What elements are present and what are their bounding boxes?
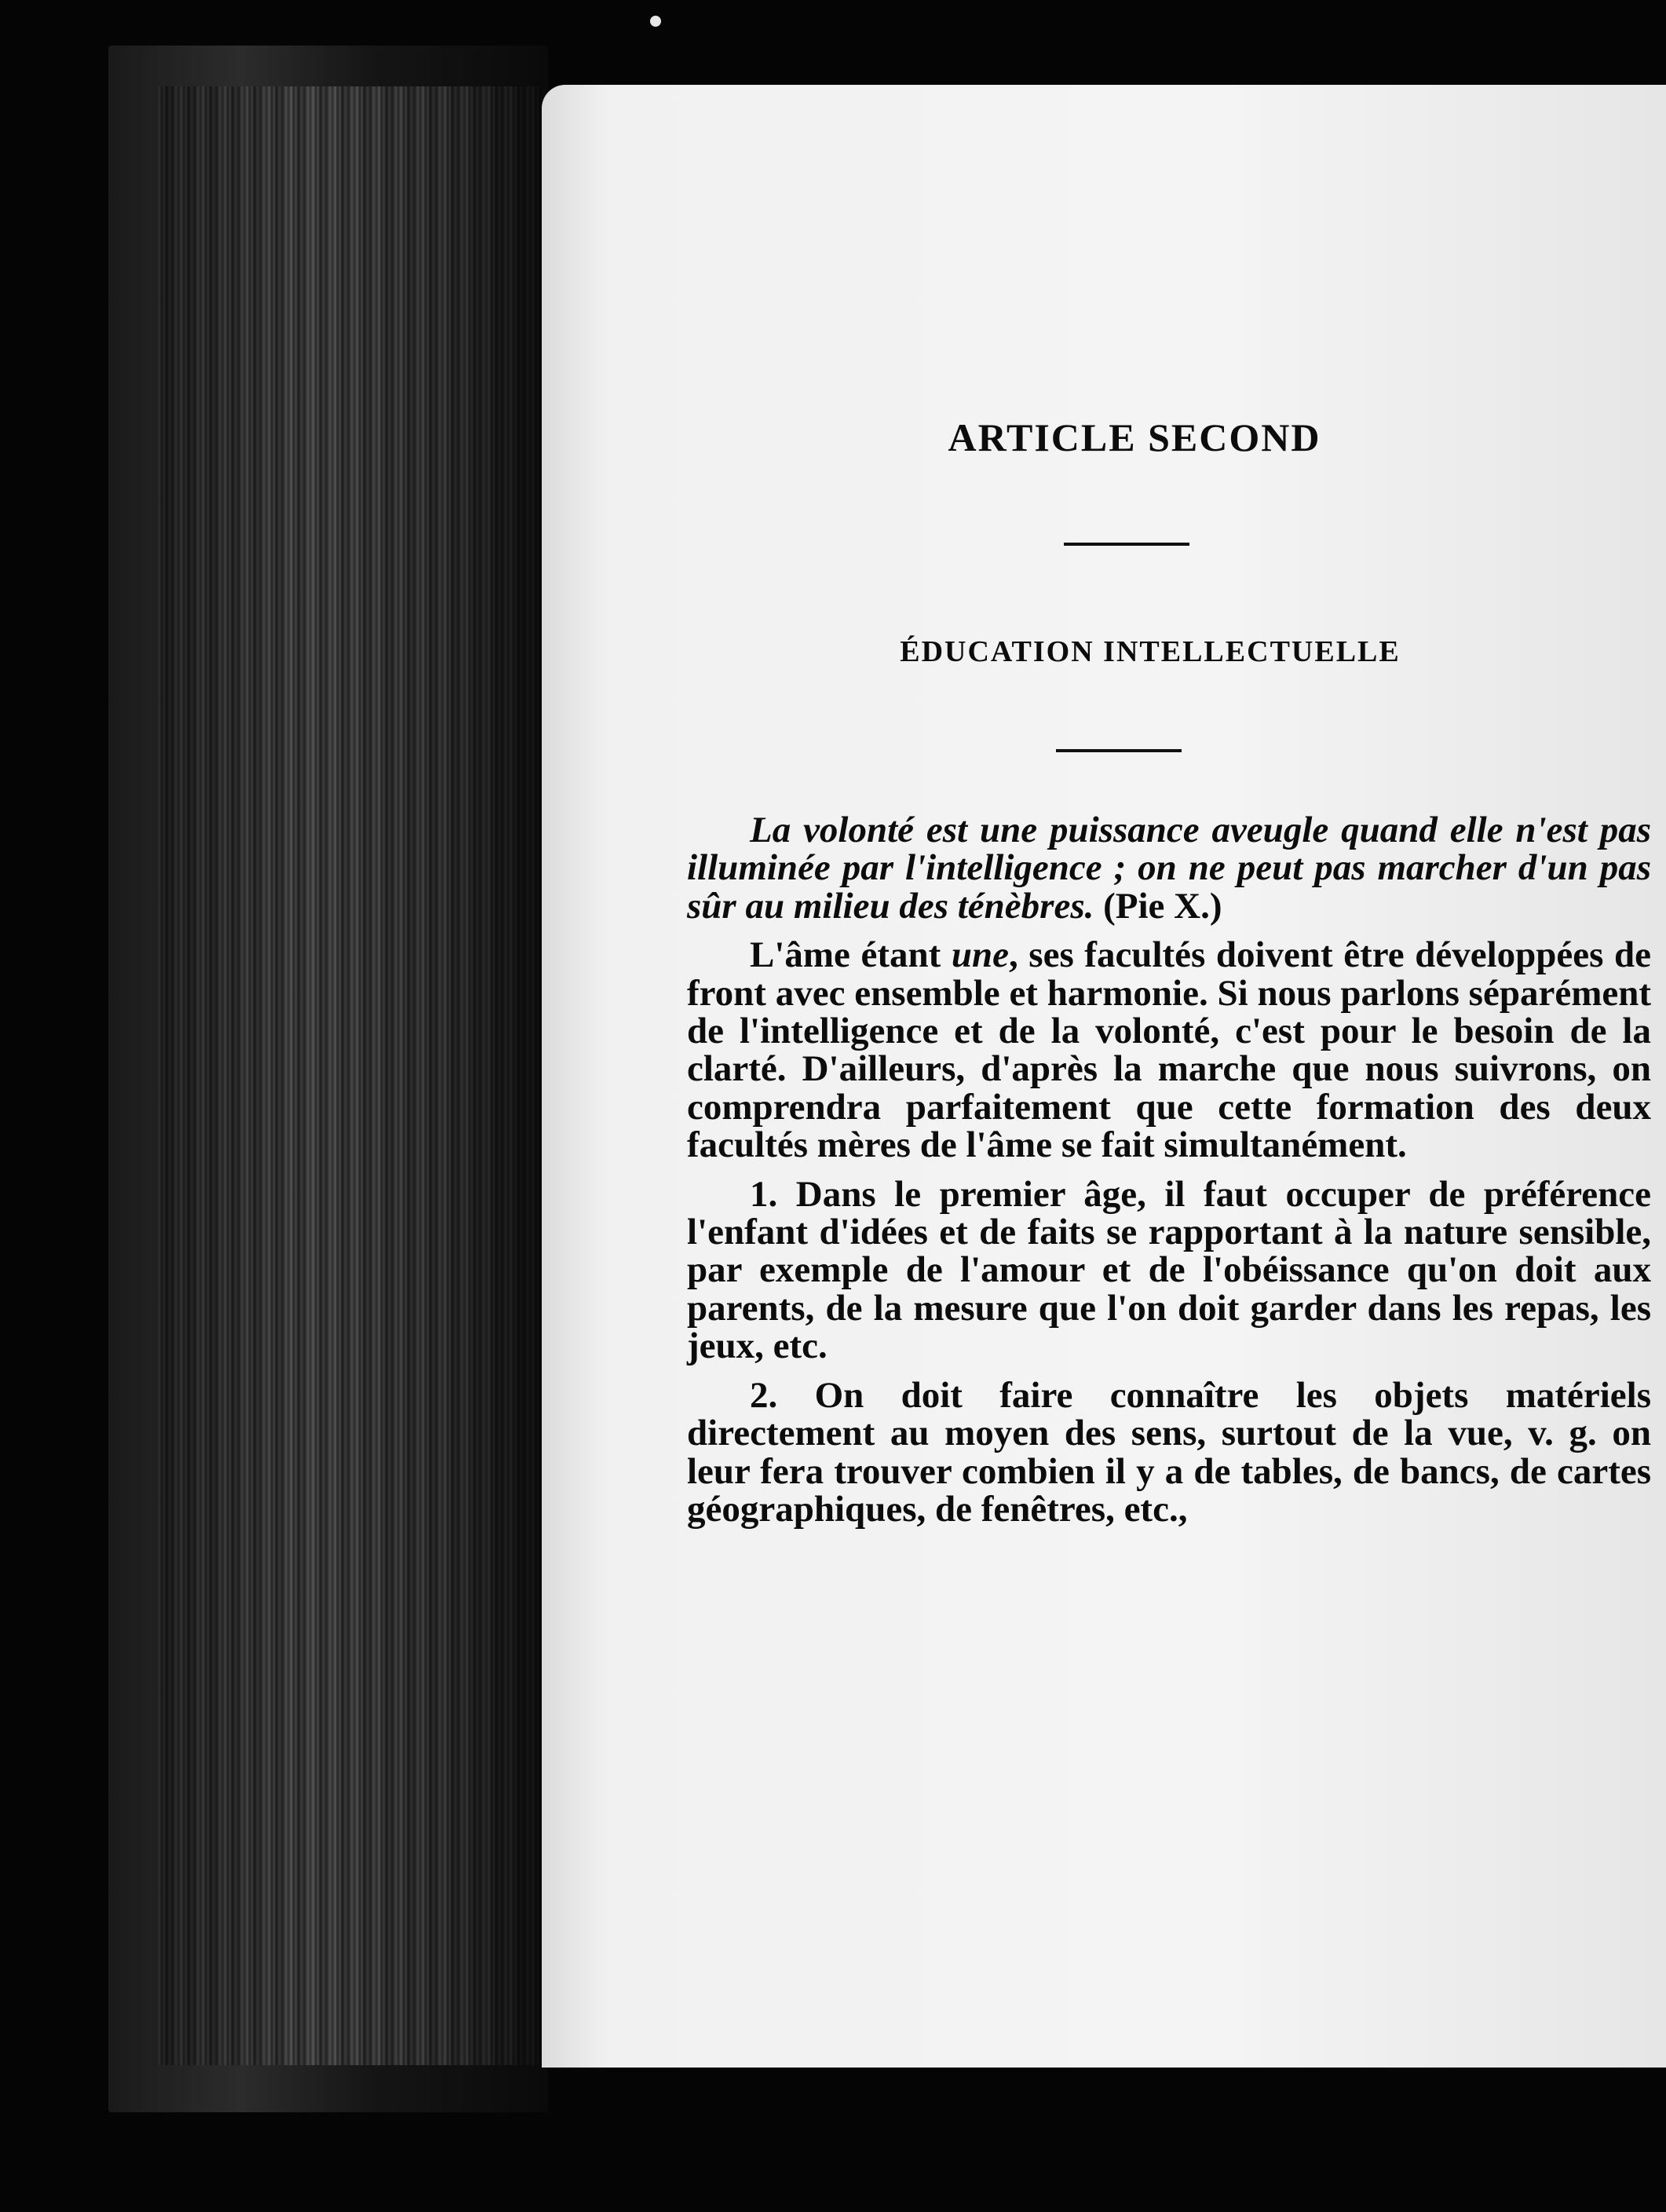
section-title: ÉDUCATION INTELLECTUELLE (900, 635, 1401, 668)
book-page-edges (157, 86, 542, 2065)
paragraph-1-start: L'âme étant (750, 934, 952, 976)
quote-text: La volonté est une puissance aveugle quand elle n'est pas illuminée par l'intelligence ; on ne peut pas marcher d'un pas sûr au milieu des ténèbres. (687, 810, 1651, 927)
book-page (542, 85, 1666, 2068)
body-text (687, 811, 1651, 1539)
paragraph-3: 2. On doit faire connaître les objets matériels directement au moyen des sens, surtout de la vue, v. g. on leur fera trouver combien il y a de tables, de bancs, de cartes géographiques, de fenêtres, etc., (687, 1374, 1651, 1530)
paragraph-1 (687, 936, 1651, 1164)
paragraph-2: 1. Dans le premier âge, il faut occuper de préférence l'enfant d'idées et de faits se rapportant à la nature sensible, par exemple de l'amour et de l'obéissance qu'on doit aux parents, de la mesure que l'on doit garder dans les repas, les jeux, etc. (687, 1173, 1651, 1367)
paragraph-1-emphasis: une (951, 934, 1009, 976)
epigraph-quote (687, 811, 1651, 925)
quote-attribution: (Pie X.) (1103, 885, 1222, 927)
article-title: ARTICLE SECOND (948, 415, 1321, 459)
scan-speck (650, 16, 661, 27)
paragraph-1-rest: , ses facultés doivent être développées de front avec ensemble et harmonie. Si nous parlons séparément de l'intelligence et de la volonté, c'est pour le besoin de la clarté. D'ailleurs, d'après la marche que nous suivrons, on comprendra parfaitement que cette formation des deux facultés mères de l'âme se fait simultanément. (687, 934, 1651, 1166)
title-rule-bottom (1056, 749, 1182, 752)
title-rule-top (1064, 543, 1189, 546)
